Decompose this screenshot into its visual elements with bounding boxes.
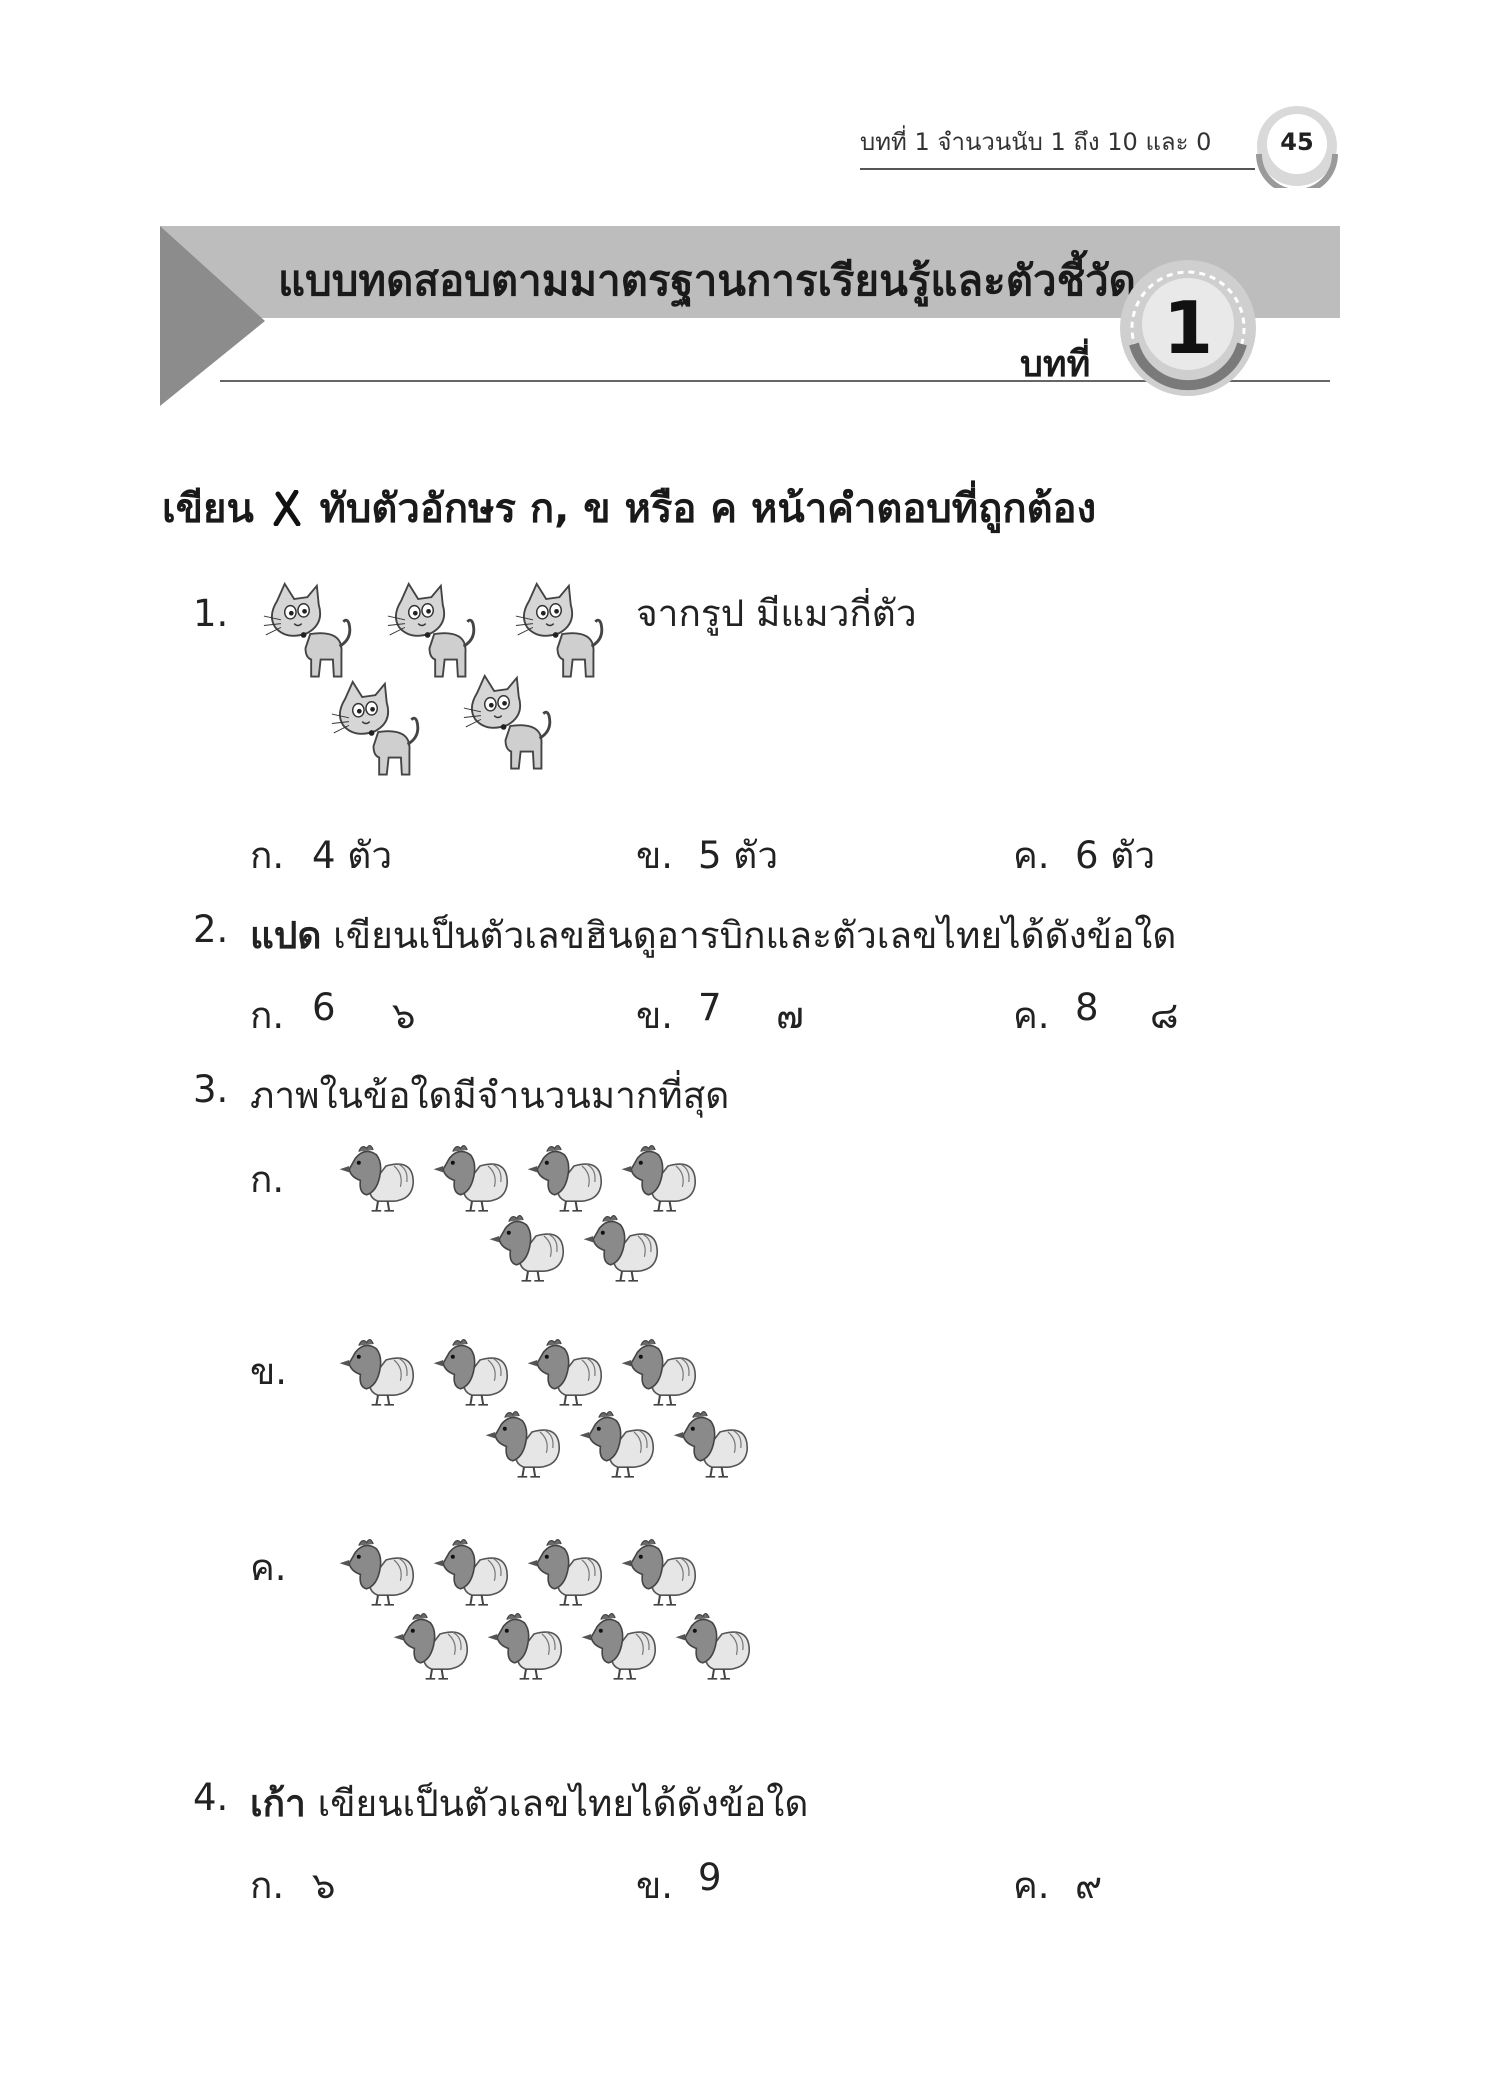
choice-letter[interactable]: ข. [636,834,674,877]
choice-thai: ๘ [1150,994,1179,1037]
choice-thai: ๖ [392,994,416,1037]
rooster-icon [622,1340,696,1405]
question-keyword: แปด [250,914,322,957]
choice-answer: 6 ตัว [1075,834,1156,877]
question-text: ภาพในข้อใดมีจำนวนมากที่สุด [250,1074,730,1117]
choice-letter[interactable]: ก. [250,994,285,1037]
roosters-group-a [338,1142,708,1302]
rooster-icon [340,1340,414,1405]
question-text: จากรูป มีแมวกี่ตัว [636,592,917,635]
cat-icon [264,584,350,677]
banner-title: แบบทดสอบตามมาตรฐานการเรียนรู้และตัวชี้วัด [278,256,1136,305]
rooster-icon [582,1614,656,1679]
question-number: 2. [193,908,229,951]
running-header: บทที่ 1 จำนวนนับ 1 ถึง 10 และ 0 [860,128,1212,156]
header-rule [860,168,1255,170]
cats-picture [258,582,638,792]
cat-icon [332,682,418,775]
instruction-after: ทับตัวอักษร ก, ข หรือ ค หน้าคำตอบที่ถูกต้อง [319,486,1097,532]
question-text [250,906,1176,965]
choice-answer: 5 ตัว [698,834,779,877]
rooster-icon [528,1340,602,1405]
rooster-icon [434,1340,508,1405]
roosters-group-c [338,1536,758,1696]
question-keyword: เก้า [250,1782,306,1825]
rooster-icon [434,1540,508,1605]
rooster-icon [622,1146,696,1211]
cat-icon [464,676,550,769]
choice-letter[interactable]: ก. [250,1864,285,1907]
choice-letter[interactable]: ค. [1013,994,1050,1037]
choice-answer: 4 ตัว [312,834,393,877]
choice-letter[interactable]: ข. [250,1350,288,1393]
choice-letter[interactable]: ข. [636,1864,674,1907]
rooster-icon [528,1540,602,1605]
choice-letter[interactable]: ค. [250,1546,287,1589]
rooster-icon [490,1216,564,1281]
rooster-icon [434,1146,508,1211]
question-body: เขียนเป็นตัวเลขฮินดูอารบิกและตัวเลขไทยได้ดังข้อใด [333,914,1177,957]
choice-arabic: 8 [1075,986,1099,1029]
instruction-text [162,476,1096,540]
rooster-icon [394,1614,468,1679]
x-mark-icon [272,490,302,526]
rooster-icon [488,1614,562,1679]
rooster-icon [580,1412,654,1477]
choice-letter[interactable]: ค. [1013,834,1050,877]
rooster-icon [674,1412,748,1477]
choice-answer: ๙ [1075,1864,1103,1907]
choice-thai: ๗ [776,994,804,1037]
instruction-before: เขียน [162,486,254,532]
rooster-icon [340,1146,414,1211]
rooster-icon [584,1216,658,1281]
rooster-icon [340,1540,414,1605]
rooster-icon [676,1614,750,1679]
rooster-icon [528,1146,602,1211]
question-number: 4. [193,1776,229,1819]
cat-icon [388,584,474,677]
cat-icon [516,584,602,677]
choice-letter[interactable]: ก. [250,1158,285,1201]
question-number: 1. [193,592,229,635]
question-number: 3. [193,1068,229,1111]
chapter-number: 1 [1162,286,1214,370]
choice-letter[interactable]: ข. [636,994,674,1037]
chapter-label: บทที่ [1020,344,1091,385]
rooster-icon [486,1412,560,1477]
choice-letter[interactable]: ก. [250,834,285,877]
choice-answer: ๖ [312,1864,336,1907]
choice-arabic: 6 [312,986,336,1029]
choice-answer: 9 [698,1856,722,1899]
page-number: 45 [1280,128,1314,156]
rooster-icon [622,1540,696,1605]
choice-letter[interactable]: ค. [1013,1864,1050,1907]
roosters-group-b [338,1336,758,1496]
choice-arabic: 7 [698,986,722,1029]
question-body: เขียนเป็นตัวเลขไทยได้ดังข้อใด [317,1782,809,1825]
question-text [250,1774,808,1833]
